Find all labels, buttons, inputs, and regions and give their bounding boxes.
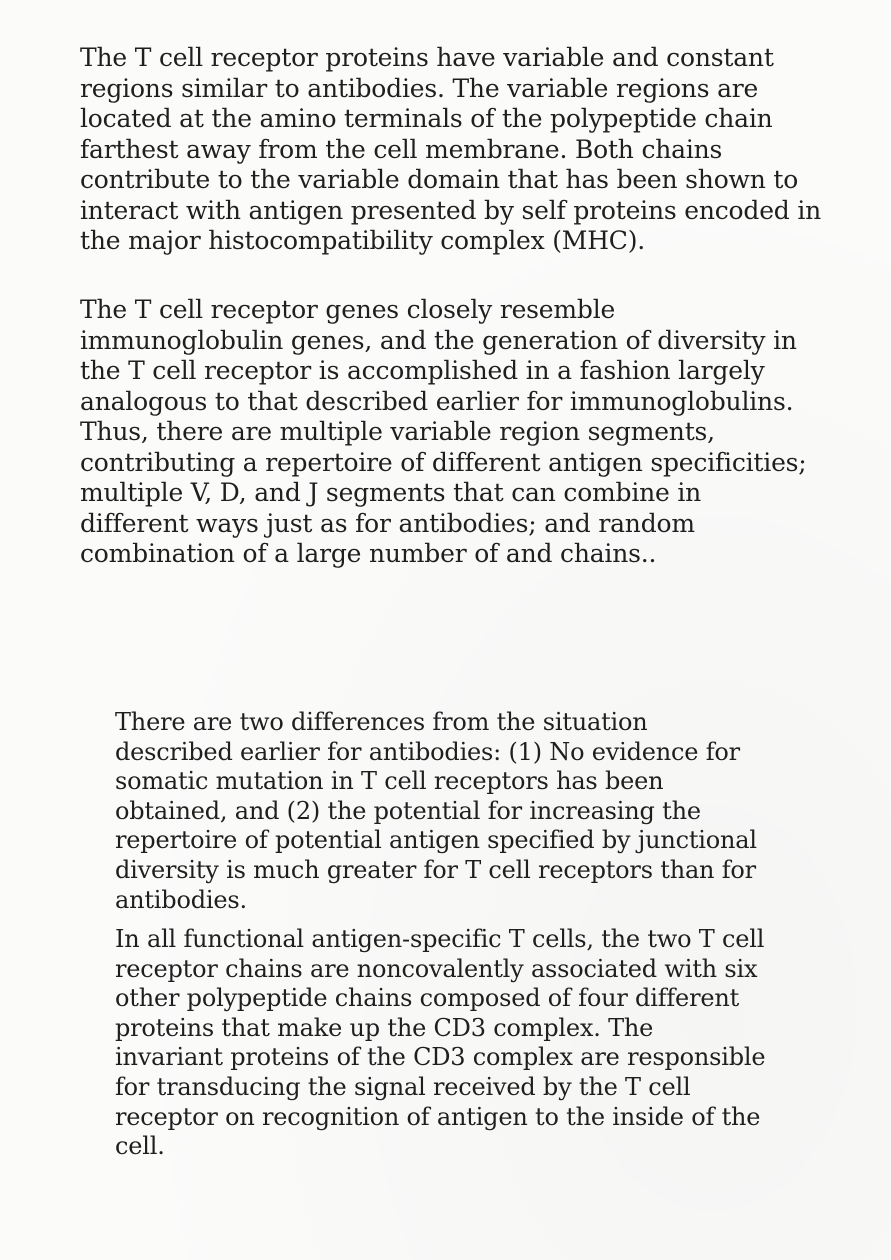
text-line: the T cell receptor is accomplished in a fashion largely: [80, 356, 765, 385]
text-line: In all functional antigen-specific T cells, the two T cell: [115, 925, 765, 953]
text-line: located at the amino terminals of the polypeptide chain: [80, 104, 773, 133]
text-line: regions similar to antibodies. The variable regions are: [80, 73, 759, 103]
text-line: cell.: [115, 1132, 165, 1161]
text-line: different ways just as for antibodies; and random: [80, 508, 695, 538]
text-line: contribute to the variable domain that has been shown to: [80, 165, 799, 194]
text-line: immunoglobulin genes, and the generation of diversity in: [80, 325, 797, 355]
paragraph-tcr-genes: [80, 295, 807, 570]
text-line: obtained, and (2) the potential for increasing the: [115, 796, 701, 825]
text-line: the major histocompatibility complex (MHC).: [80, 226, 646, 255]
text-line: The T cell receptor proteins have variable and constant: [80, 43, 774, 72]
text-line: antibodies.: [115, 885, 247, 914]
text-line: analogous to that described earlier for immunoglobulins.: [80, 386, 794, 416]
text-line: interact with antigen presented by self proteins encoded in: [80, 195, 822, 225]
reverse-side-bleed-through: [765, 670, 891, 1230]
text-line: other polypeptide chains composed of four different: [115, 984, 740, 1013]
paragraph-differences: [115, 708, 757, 915]
text-line: repertoire of potential antigen specified by junctional: [115, 826, 757, 855]
text-line: somatic mutation in T cell receptors has been: [115, 767, 664, 796]
text-line: The T cell receptor genes closely resemble: [80, 295, 616, 324]
text-line: described earlier for antibodies: (1) No evidence for: [115, 737, 740, 766]
paragraph-cd3-complex: [115, 925, 765, 1162]
text-line: invariant proteins of the CD3 complex are responsible: [115, 1043, 766, 1072]
text-line: proteins that make up the CD3 complex. The: [115, 1013, 654, 1042]
text-line: farthest away from the cell membrane. Both chains: [80, 134, 723, 164]
text-line: diversity is much greater for T cell receptors than for: [115, 855, 756, 884]
text-line: multiple V, D, and J segments that can combine in: [80, 478, 702, 507]
text-line: receptor on recognition of antigen to the inside of the: [115, 1102, 761, 1131]
text-line: receptor chains are noncovalently associated with six: [115, 954, 758, 983]
text-line: for transducing the signal received by the T cell: [115, 1072, 691, 1101]
text-line: Thus, there are multiple variable region segments,: [80, 417, 715, 446]
text-line: combination of a large number of and chains..: [80, 539, 657, 568]
paragraph-tcr-proteins: [80, 43, 821, 257]
text-line: There are two differences from the situation: [115, 708, 648, 736]
text-line: contributing a repertoire of different antigen specificities;: [80, 447, 807, 477]
